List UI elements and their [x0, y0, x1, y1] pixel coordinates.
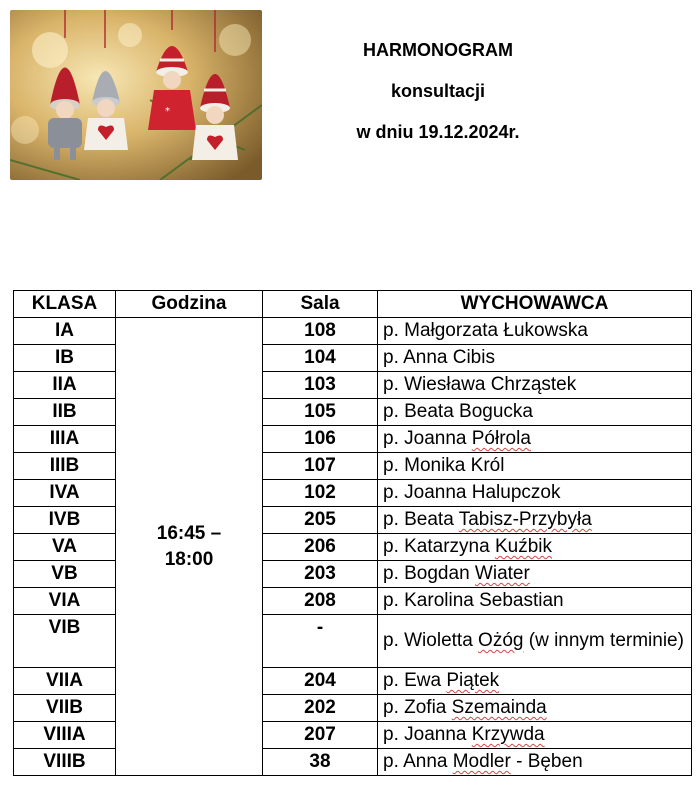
- cell-wychowawca: [378, 749, 692, 776]
- cell-wychowawca: [378, 372, 692, 399]
- cell-sala: 102: [263, 480, 378, 507]
- cell-wychowawca: [378, 534, 692, 561]
- cell-wychowawca: [378, 722, 692, 749]
- tutor-name-part: Tabisz-Przybyła: [458, 509, 592, 530]
- tutor-name-part: p. Wioletta: [383, 630, 479, 651]
- cell-klasa: IIIA: [14, 426, 116, 453]
- time-end: 18:00: [164, 548, 214, 570]
- cell-wychowawca: [378, 695, 692, 722]
- cell-sala: 105: [263, 399, 378, 426]
- cell-klasa: IIIB: [14, 453, 116, 480]
- document-heading: [300, 30, 576, 153]
- cell-klasa: VIIIA: [14, 722, 116, 749]
- cell-sala: 206: [263, 534, 378, 561]
- cell-wychowawca: [378, 507, 692, 534]
- christmas-ornaments-photo: [10, 10, 262, 180]
- cell-sala: 207: [263, 722, 378, 749]
- tutor-name-part: Wiater: [474, 563, 530, 584]
- table-row: [14, 318, 692, 345]
- table-row: [14, 453, 692, 480]
- tutor-name-part: p. Wiesława Chrząstek: [383, 374, 577, 395]
- header-wychowawca: WYCHOWAWCA: [378, 291, 692, 318]
- cell-wychowawca: [378, 426, 692, 453]
- tutor-name-part: Szemainda: [451, 697, 547, 718]
- cell-klasa: VIIIB: [14, 749, 116, 776]
- tutor-name-part: p. Beata: [383, 509, 459, 530]
- table-header-row: [14, 291, 692, 318]
- header-sala: Sala: [263, 291, 378, 318]
- table-row: [14, 749, 692, 776]
- tutor-name-part: p. Małgorzata Łukowska: [383, 320, 588, 341]
- tutor-name-part: - Bęben: [510, 751, 583, 772]
- tutor-name-part: p. Bogdan: [383, 563, 475, 584]
- cell-sala: 204: [263, 668, 378, 695]
- tutor-name-part: p. Anna: [383, 751, 453, 772]
- cell-klasa: IIA: [14, 372, 116, 399]
- table-row: [14, 695, 692, 722]
- cell-sala: 104: [263, 345, 378, 372]
- cell-klasa: VIA: [14, 588, 116, 615]
- cell-klasa: IVA: [14, 480, 116, 507]
- heading-subtitle: konsultacji: [390, 81, 486, 101]
- tutor-name-part: p. Ewa: [383, 670, 447, 691]
- cell-wychowawca: [378, 588, 692, 615]
- table-row: [14, 507, 692, 534]
- cell-wychowawca: [378, 318, 692, 345]
- cell-sala: 208: [263, 588, 378, 615]
- cell-klasa: IA: [14, 318, 116, 345]
- tutor-name-part: p. Joanna: [383, 724, 472, 745]
- header-klasa: KLASA: [14, 291, 116, 318]
- table-row: [14, 615, 692, 668]
- cell-sala: 202: [263, 695, 378, 722]
- tutor-name-part: p. Joanna Halupczok: [383, 482, 561, 503]
- table-row: [14, 426, 692, 453]
- cell-klasa: VIB: [14, 615, 116, 668]
- cell-klasa: IIB: [14, 399, 116, 426]
- cell-wychowawca: [378, 453, 692, 480]
- cell-klasa: VIIB: [14, 695, 116, 722]
- tutor-name-part: p. Karolina Sebastian: [383, 590, 564, 611]
- cell-klasa: VA: [14, 534, 116, 561]
- cell-klasa: VIIA: [14, 668, 116, 695]
- tutor-name-part: Krzywda: [471, 724, 545, 745]
- tutor-name-part: p. Anna Cibis: [383, 347, 495, 368]
- cell-sala: 203: [263, 561, 378, 588]
- table-row: [14, 372, 692, 399]
- tutor-name-part: Kuźbik: [494, 536, 552, 557]
- tutor-name-part: p. Monika Król: [383, 455, 505, 476]
- cell-sala: 107: [263, 453, 378, 480]
- tutor-name-part: Ożóg: [478, 630, 524, 651]
- cell-sala: 205: [263, 507, 378, 534]
- heading-date: w dniu 19.12.2024r.: [356, 122, 520, 142]
- cell-wychowawca: [378, 480, 692, 507]
- heading-title: HARMONOGRAM: [363, 40, 513, 60]
- tutor-name-part: Piątek: [446, 670, 500, 691]
- svg-text:*: *: [165, 106, 170, 117]
- table-row: [14, 399, 692, 426]
- header-godzina: Godzina: [116, 291, 263, 318]
- cell-sala: -: [263, 615, 378, 668]
- tutor-name-part: (w innym terminie): [523, 630, 684, 651]
- cell-wychowawca: [378, 345, 692, 372]
- table-row: [14, 345, 692, 372]
- tutor-name-part: Modler: [452, 751, 511, 772]
- cell-sala: 108: [263, 318, 378, 345]
- table-row: [14, 480, 692, 507]
- consultation-schedule-table: [13, 290, 692, 776]
- cell-wychowawca: [378, 399, 692, 426]
- table-row: [14, 561, 692, 588]
- tutor-name-part: Półrola: [471, 428, 531, 449]
- cell-wychowawca: [378, 668, 692, 695]
- cell-sala: 38: [263, 749, 378, 776]
- time-start: 16:45 –: [156, 522, 222, 544]
- cell-godzina: [116, 318, 263, 776]
- cell-sala: 103: [263, 372, 378, 399]
- tutor-name-part: p. Katarzyna: [383, 536, 495, 557]
- cell-klasa: IVB: [14, 507, 116, 534]
- cell-wychowawca: [378, 561, 692, 588]
- tutor-name-part: p. Zofia: [383, 697, 452, 718]
- tutor-name-part: p. Beata Bogucka: [383, 401, 533, 422]
- table-row: [14, 534, 692, 561]
- cell-klasa: IB: [14, 345, 116, 372]
- table-row: [14, 588, 692, 615]
- cell-wychowawca: [378, 615, 692, 668]
- cell-sala: 106: [263, 426, 378, 453]
- cell-klasa: VB: [14, 561, 116, 588]
- tutor-name-part: p. Joanna: [383, 428, 472, 449]
- table-row: [14, 722, 692, 749]
- table-row: [14, 668, 692, 695]
